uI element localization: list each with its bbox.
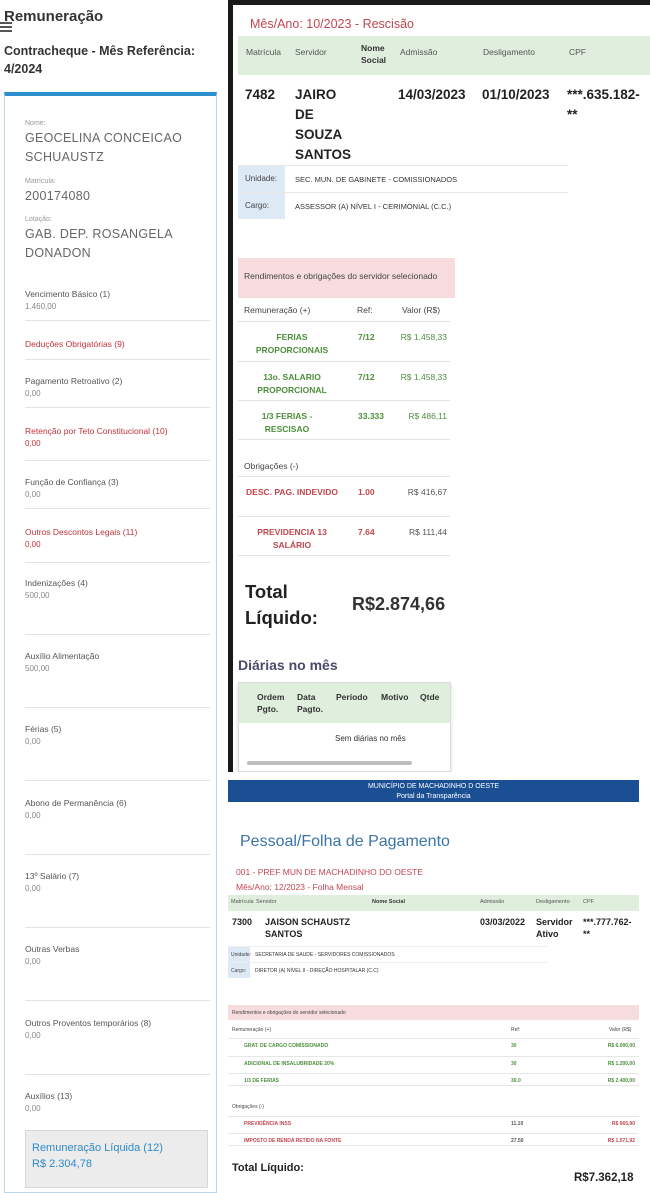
item-vencimento-basico: Vencimento Básico (1) 1.460,00 — [25, 289, 111, 311]
remuneracao-liquida-label: Remuneração Líquida (12) — [32, 1142, 163, 1154]
diarias-empty: Sem diárias no mês — [335, 734, 406, 743]
folha-rem-row: 1/3 DE FERIAS 30.0 R$ 2.400,00 — [228, 1073, 639, 1086]
nome-value: GEOCELINA CONCEICAO SCHUAUSTZ — [25, 131, 183, 164]
col-valor: Valor (R$) — [402, 305, 441, 315]
item-auxilio-alimentacao: Auxílio Alimentação 500,00 — [25, 651, 100, 673]
folha-unidade-row: Unidade: SECRETARIA DE SAUDE - SERVIDORES COMISSIONADOS — [228, 946, 548, 962]
diarias-table: Ordem Pgto. Data Pagto. Período Motivo Qtde Sem diárias no mês — [238, 682, 451, 772]
folha-servidor: JAISON SCHAUSTZ SANTOS — [265, 917, 351, 939]
folha-rem-row: GRAT. DE CARGO COMISSIONADO 30 R$ 6.000,00 — [228, 1038, 639, 1050]
folha-col-valor: Valor (R$) — [609, 1027, 632, 1033]
col-ref: Ref: — [357, 305, 373, 315]
folha-cpf: ***.777.762-** — [583, 917, 632, 939]
rescisao-servidor: JAIRO DE SOUZA SANTOS — [295, 87, 352, 162]
folha-obr-row: PREVIDÊNCIA INSS 11.10 R$ 665,90 — [228, 1116, 639, 1128]
folha-orgao: 001 - PREF MUN DE MACHADINHO DO OESTE — [236, 867, 424, 877]
folha-cargo-row: Cargo: DIRETOR (A) NÍVEL II - DIREÇÃO HOSPITALAR (C.C) — [228, 962, 548, 978]
folha-obrigacoes-label: Obrigações (-) — [232, 1104, 264, 1110]
obr-row: PREVIDENCIA 13 SALÁRIO 7.64 R$ 111,44 — [238, 516, 450, 556]
folha-rem-row: ADICIONAL DE INSALUBRIDADE 20% 30 R$ 1.200,00 — [228, 1056, 639, 1068]
item-outros-proventos: Outros Proventos temporários (8) 0,00 — [25, 1018, 152, 1040]
folha-panel — [228, 776, 650, 1193]
folha-obr-row: IMPOSTO DE RENDA RETIDO NA FONTE 27.50 R$ 1.571,92 — [228, 1133, 639, 1146]
rescisao-total-value: R$2.874,66 — [352, 594, 446, 614]
matricula-label: Matrícula: — [25, 178, 56, 185]
rescisao-panel — [228, 0, 650, 772]
rem-row: 1/3 FERIAS - RESCISAO 33.333 R$ 486,11 — [238, 400, 450, 440]
rescisao-title: Mês/Ano: 10/2023 - Rescisão — [250, 17, 414, 31]
item-pagamento-retroativo: Pagamento Retroativo (2) 0,00 — [25, 376, 123, 398]
obrigacoes-label: Obrigações (-) — [244, 461, 299, 471]
matricula-value: 200174080 — [25, 189, 91, 203]
folha-situacao: Servidor Ativo — [536, 917, 573, 939]
item-retencao-teto: Retenção por Teto Constitucional (10) 0,00 — [25, 426, 168, 448]
folha-admissao: 03/03/2022 — [480, 917, 526, 927]
rescisao-table-header: Matrícula Servidor Nome Social Admissão Desligamento CPF — [238, 36, 650, 75]
item-funcao-confianca: Função de Confiança (3) 0,00 — [25, 477, 119, 499]
remuneracao-liquida-value: R$ 2.304,78 — [32, 1158, 92, 1170]
folha-col-ref: Ref: — [511, 1027, 521, 1033]
item-ferias: Férias (5) 0,00 — [25, 724, 62, 746]
item-abono-permanencia: Abono de Permanência (6) 0,00 — [25, 798, 127, 820]
contracheque-subtitle: Contracheque - Mês Referência: 4/2024 — [4, 44, 196, 76]
folha-matricula: 7300 — [232, 917, 253, 927]
rescisao-matricula: 7482 — [245, 87, 276, 102]
col-remuneracao: Remuneração (+) — [244, 305, 311, 315]
folha-total-value: R$7.362,18 — [574, 1172, 634, 1184]
item-outras-verbas: Outras Verbas 0,00 — [25, 944, 80, 966]
rescisao-rendimentos-title: Rendimentos e obrigações do servidor selecionado — [238, 258, 455, 298]
folha-rendimentos-title: Rendimentos e obrigações do servidor selecionado — [228, 1005, 639, 1020]
rescisao-cpf: ***.635.182-** — [567, 87, 640, 122]
portal-banner: MUNICÍPIO DE MACHADINHO D OESTE Portal da Transparência — [228, 780, 639, 802]
folha-col-remuneracao: Remuneração (+) — [232, 1027, 272, 1033]
lotacao-label: Lotação: — [25, 216, 52, 223]
item-13-salario: 13º Salário (7) 0,00 — [25, 871, 80, 893]
rescisao-admissao: 14/03/2023 — [398, 87, 466, 102]
rescisao-cargo-row: Cargo: ASSESSOR (A) NÍVEL I - CERIMONIAL (C.C.) — [238, 192, 568, 219]
item-deducoes-obrigatorias: Deduções Obrigatórias (9) — [25, 339, 125, 349]
item-indenizacoes: Indenizações (4) 500,00 — [25, 578, 88, 600]
contracheque-card — [4, 92, 217, 1193]
remuneracao-panel — [0, 0, 228, 1193]
rescisao-desligamento: 01/10/2023 — [482, 87, 550, 102]
diarias-title: Diárias no mês — [238, 657, 338, 673]
rem-row: FERIAS PROPORCIONAIS 7/12 R$ 1.458,33 — [238, 321, 450, 361]
rescisao-unidade-row: Unidade: SEC. MUN. DE GABINETE - COMISSIONADOS — [238, 165, 568, 192]
folha-table-header: Matrícula Servidor Nome Social Admissão Desligamento CPF — [228, 895, 639, 911]
obr-row: DESC. PAG. INDEVIDO 1.00 R$ 416,67 — [238, 476, 450, 516]
rescisao-total-label: Total Líquido: — [245, 581, 318, 628]
lotacao-value: GAB. DEP. ROSANGELA DONADON — [25, 227, 173, 260]
folha-mes: Mês/Ano: 12/2023 - Folha Mensal — [236, 882, 364, 892]
item-auxilios: Auxílios (13) 0,00 — [25, 1091, 73, 1113]
remuneracao-liquida-box — [25, 1130, 208, 1188]
item-outros-descontos: Outros Descontos Legais (11) 0,00 — [25, 527, 138, 549]
folha-total-label: Total Líquido: — [232, 1162, 304, 1174]
nome-label: Nome: — [25, 120, 46, 127]
folha-page-title: Pessoal/Folha de Pagamento — [240, 833, 450, 850]
rem-row: 13o. SALARIO PROPORCIONAL 7/12 R$ 1.458,33 — [238, 361, 450, 400]
page-title: Remuneração — [4, 8, 104, 25]
diarias-scrollbar[interactable] — [247, 761, 412, 765]
